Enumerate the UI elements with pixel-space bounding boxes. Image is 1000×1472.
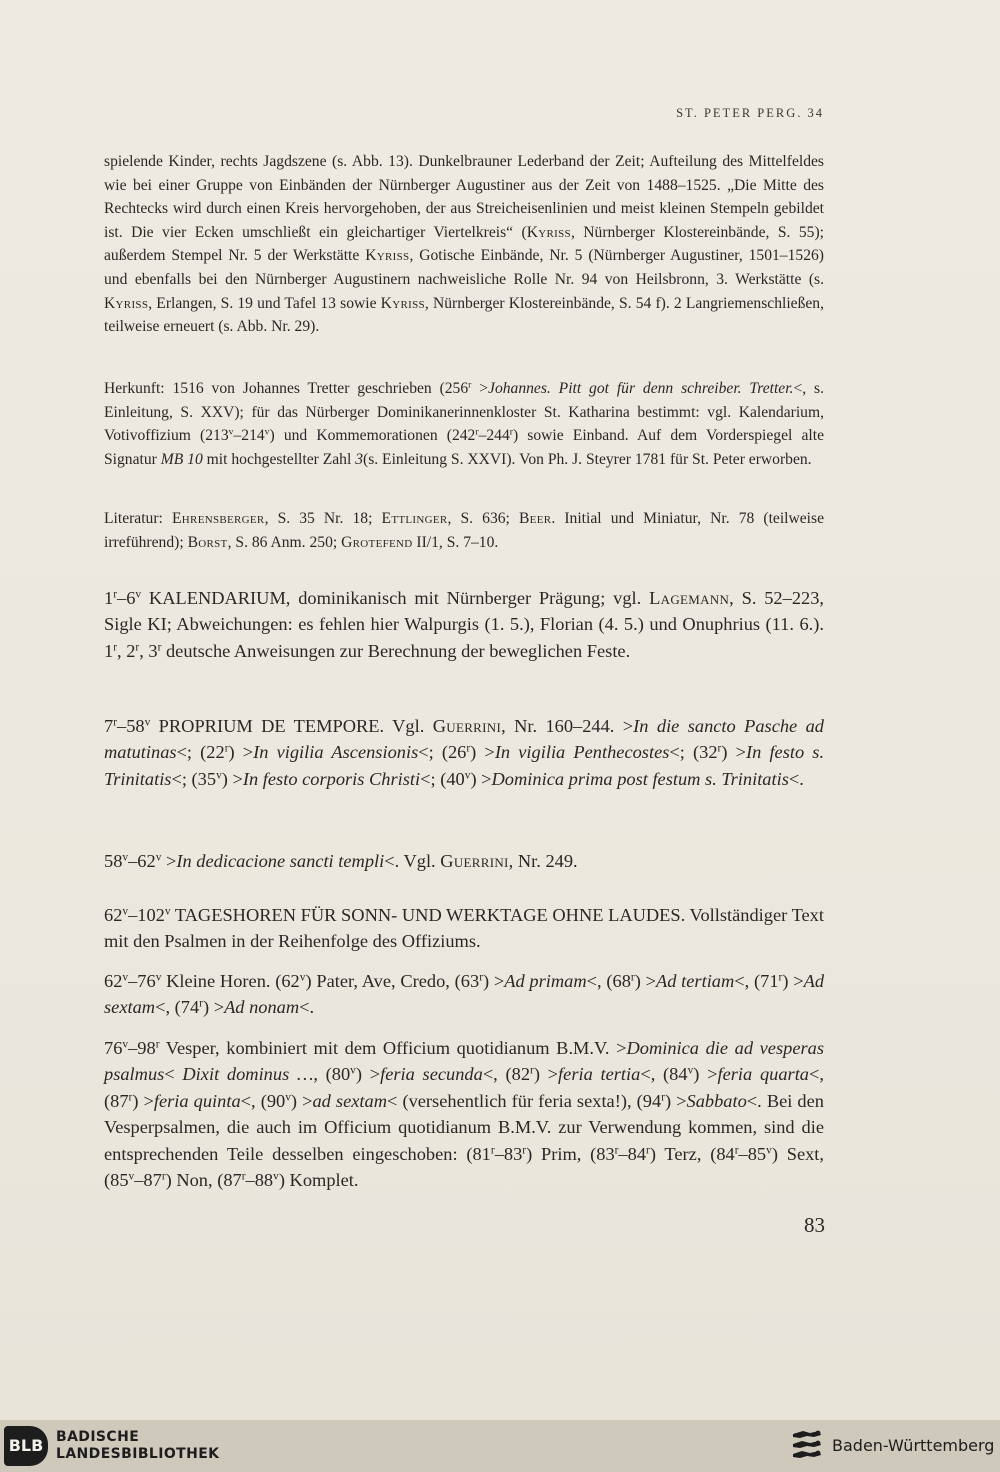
page-number: 83 — [804, 1213, 825, 1237]
footer-bar — [0, 1420, 1000, 1472]
binding-description-paragraph: spielende Kinder, rechts Jagdszene (s. Abb. 13). Dunkelbrauner Lederband der Zeit; Aufteilung des Mittelfeldes wie bei einer Gruppe von Einbänden der Nürnberger Augustiner aus der Zeit von 1488–1525. „Die Mitte des Rechtecks wird durch einen Kreis hervorgehoben, der aus Streicheisenlinien und meist kleinen Stempeln gebildet ist. Die vier Ecken umschließt ein gleichartiger Viertelkreis“ (Kyriss, Nürnberger Klostereinbände, S. 55); außerdem Stempel Nr. 5 der Werkstätte Kyriss, Gotische Einbände, Nr. 5 (Nürnberger Augustiner, 1501–1526) und ebenfalls bei den Nürnberger Augustinern nachweisliche Rolle Nr. 94 von Heilsbronn, 3. Werkstätte (s. Kyriss, Erlangen, S. 19 und Tafel 13 sowie Kyriss, Nürnberger Klostereinbände, S. 54 f). 2 Langriemenschließen, teilweise erneuert (s. Abb. Nr. 29). — [104, 153, 825, 336]
vesper-entry: 76$^v$–98$^r$ Vesper, kombiniert mit dem Officium quotidianum B.M.V. >Dominica die ad vesperas psalmus< Dixit dominus …, $(80^v)$ >feria secunda<, $(82^r)$ >feria tertia<, $(84^v)$ >feria quarta<, $(87^r)$ >feria quinta<, $(90^v) >ad$ sextam< (versehentlich für feria sexta!), $(94^r)$ >Sabbato<. Bei den Vesperpsalmen, die auch im Officium quotidianum B.M.V. zur Verwendung kommen, sind die entsprechenden Teile desselben eingeschoben: (81$^r$–83$^r$) Prim, (83$^r$–84$^r$) Terz, (84$^r$–85$^v$) Sext, (85$^v$–87$^r$) Non, (87$^r$–88$^v$) Komplet. — [104, 1038, 825, 1191]
library-name[interactable] — [56, 1429, 219, 1463]
running-header: ST. PETER PERG. 34 — [676, 106, 824, 120]
baden-wuerttemberg-lions-icon[interactable] — [790, 1428, 824, 1464]
blb-logo-icon[interactable]: BLB — [4, 1426, 48, 1466]
library-name-line2: LANDESBIBLIOTHEK — [56, 1446, 220, 1462]
tageshoren-entry: 62$^v$–102$^v$ TAGESHOREN FÜR SONN- UND WERKTAGE OHNE LAUDES. Vollständiger Text mit den Psalmen in der Reihenfolge des Offiziums. — [104, 905, 824, 952]
library-name-line1: BADISCHE — [56, 1429, 140, 1445]
literature-paragraph: Literatur: Ehrensberger, S. 35 Nr. 18; Ettlinger, S. 636; Beer. Initial und Miniatur, Nr. 78 (teilweise irreführend); Borst, S. 86 Anm. 250; Grotefend II/1, S. 7–10. — [104, 510, 824, 551]
provenance-paragraph: Herkunft: 1516 von Johannes Tretter geschrieben ($256^r$ >Johannes. Pitt got für denn schreiber. Tretter.<, s. Einleitung, S. XXV); für das Nürberger Dominikanerinnenkloster St. Katharina bestimmt: vgl. Kalendarium, Votivoffizium (213$^v$–214$^v$) und Kommemorationen (242$^r$–244$^r$) sowie Einband. Auf dem Vorderspiegel alte Signatur MB 10 mit hochgestellter Zahl 3(s. Einleitung S. XXVI). Von Ph. J. Steyrer 1781 für St. Peter erworben. — [104, 379, 825, 468]
kleine-horen-entry: 62$^v$–76$^v$ Kleine Horen. (62$^v$) Pater, Ave, Credo, $(63^r) >Ad$ primam<, $(68^r) >Ad$ tertiam<, $(71^r) >Ad$ sextam<, $(74^r) >Ad$ nonam<. — [104, 971, 825, 1018]
proprium-entry: 7$^r$–58$^v$ PROPRIUM DE TEMPORE. Vgl. Guerrini, Nr. 160–244. >In die sancto Pasche ad matutinas<; $(22^r) >In$ vigilia Ascensionis<; $(26^r) >In$ vigilia Penthecostes<; $(32^r) >In$ festo s. Trinitatis<; $(35^v) >In$ festo corporis Christi<; $(40^v)$ >Dominica prima post festum s. Trinitatis<. — [104, 716, 825, 789]
kalendarium-entry: 1$^r$–6$^v$ KALENDARIUM, dominikanisch mit Nürnberger Prägung; vgl. Lagemann, S. 52–223, Sigle KI; Abweichungen: es fehlen hier Walpurgis (1. 5.), Florian (4. 5.) und Onuphrius (11. 6.). 1$^r$, 2$^r$, 3$^r$ deutsche Anweisungen zur Berechnung der beweglichen Feste. — [104, 588, 825, 661]
dedicacione-entry: $58^v-62^v >In$ dedicacione sancti templi<. Vgl. Guerrini, Nr. 249. — [104, 851, 578, 871]
state-name[interactable]: Baden-Württemberg — [832, 1436, 995, 1455]
